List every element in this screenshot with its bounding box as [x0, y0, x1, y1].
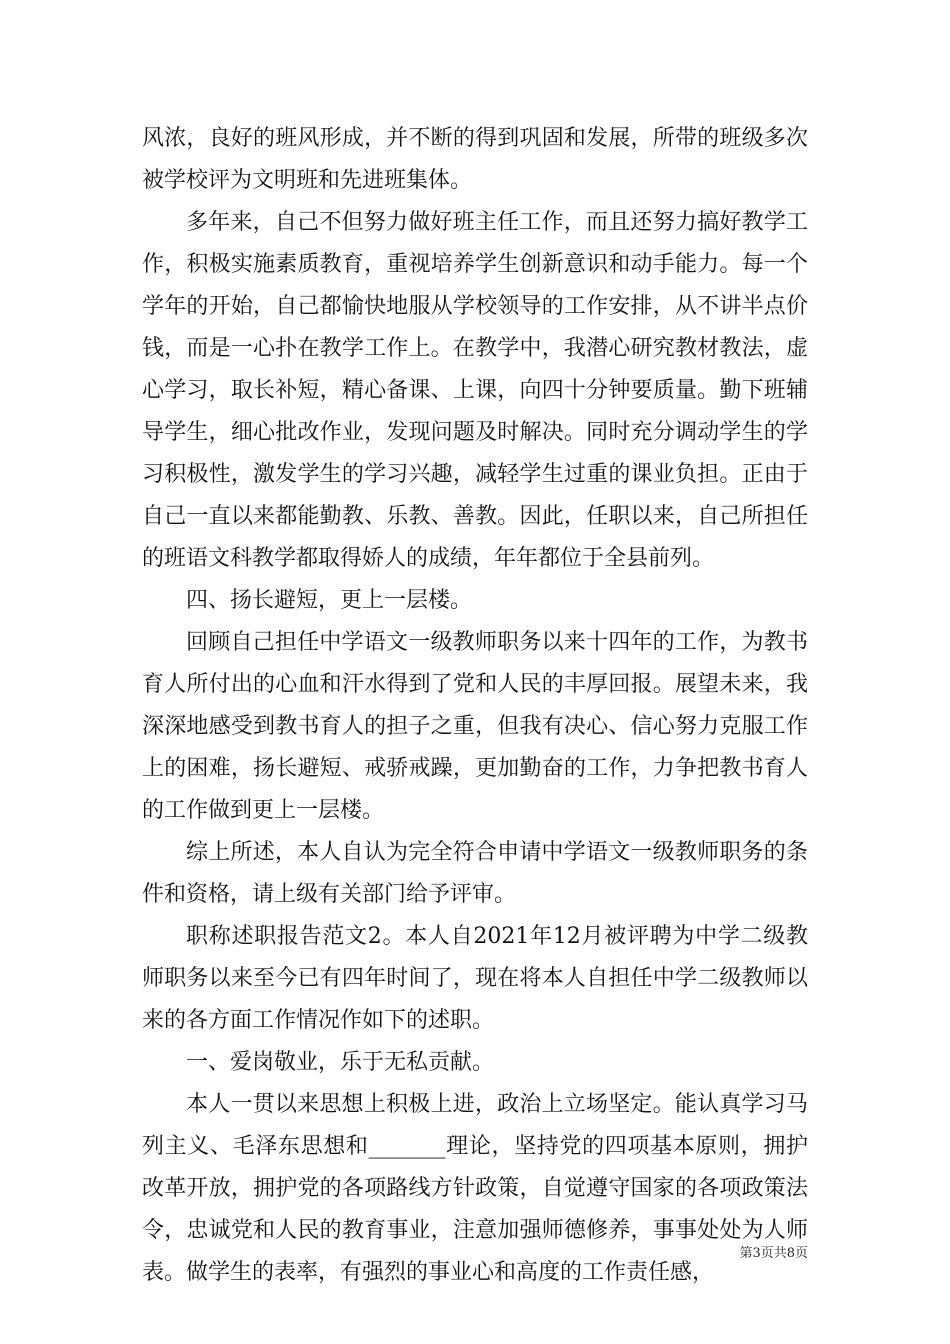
paragraph-6: 职称述职报告范文2。本人自2021年12月被评聘为中学二级教师职务以来至今已有四年时间了，现在将本人自担任中学二级教师以来的各方面工作情况作如下的述职。 [142, 924, 808, 1033]
paragraph-4: 回顾自己担任中学语文一级教师职务以来十四年的工作，为教书育人所付出的心血和汗水得到了党和人民的丰厚回报。展望未来，我深深地感受到教书育人的担子之重，但我有决心、信心努力克服工作上的困难，扬长避短、戒骄戒躁，更加勤奋的工作，力争把教书育人的工作做到更上一层楼。 [142, 630, 808, 823]
document-body [142, 118, 808, 1294]
paragraph-8: 本人一贯以来思想上积极上进，政治上立场坚定。能认真学习马列主义、毛泽东思想和_______理论，坚持党的四项基本原则，拥护改革开放，拥护党的各项路线方针政策，自觉遵守国家的各项政策法令，忠诚党和人民的教育事业，注意加强师德修养，事事处处为人师表。做学生的表率，有强烈的事业心和高度的工作责任感， [142, 1092, 808, 1285]
paragraph-5: 综上所述，本人自认为完全符合申请中学语文一级教师职务的条件和资格，请上级有关部门给予评审。 [142, 840, 808, 907]
paragraph-2: 多年来，自己不但努力做好班主任工作，而且还努力搞好教学工作，积极实施素质教育，重视培养学生创新意识和动手能力。每一个学年的开始，自己都愉快地服从学校领导的工作安排，从不讲半点价钱，而是一心扑在教学工作上。在教学中，我潜心研究教材教法，虚心学习，取长补短，精心备课、上课，向四十分钟要质量。勤下班辅导学生，细心批改作业，发现问题及时解决。同时充分调动学生的学习积极性，激发学生的学习兴趣，减轻学生过重的课业负担。正由于自己一直以来都能勤教、乐教、善教。因此，任职以来，自己所担任的班语文科教学都取得娇人的成绩，年年都位于全县前列。 [142, 210, 808, 571]
section-heading-1: 一、爱岗敬业，乐于无私贡献。 [186, 1050, 495, 1075]
page-number-footer: 第3页共8页 [739, 1246, 808, 1261]
paragraph-1: 风浓，良好的班风形成，并不断的得到巩固和发展，所带的班级多次被学校评为文明班和先进班集体。 [142, 126, 808, 193]
section-heading-4: 四、扬长避短，更上一层楼。 [186, 588, 473, 613]
